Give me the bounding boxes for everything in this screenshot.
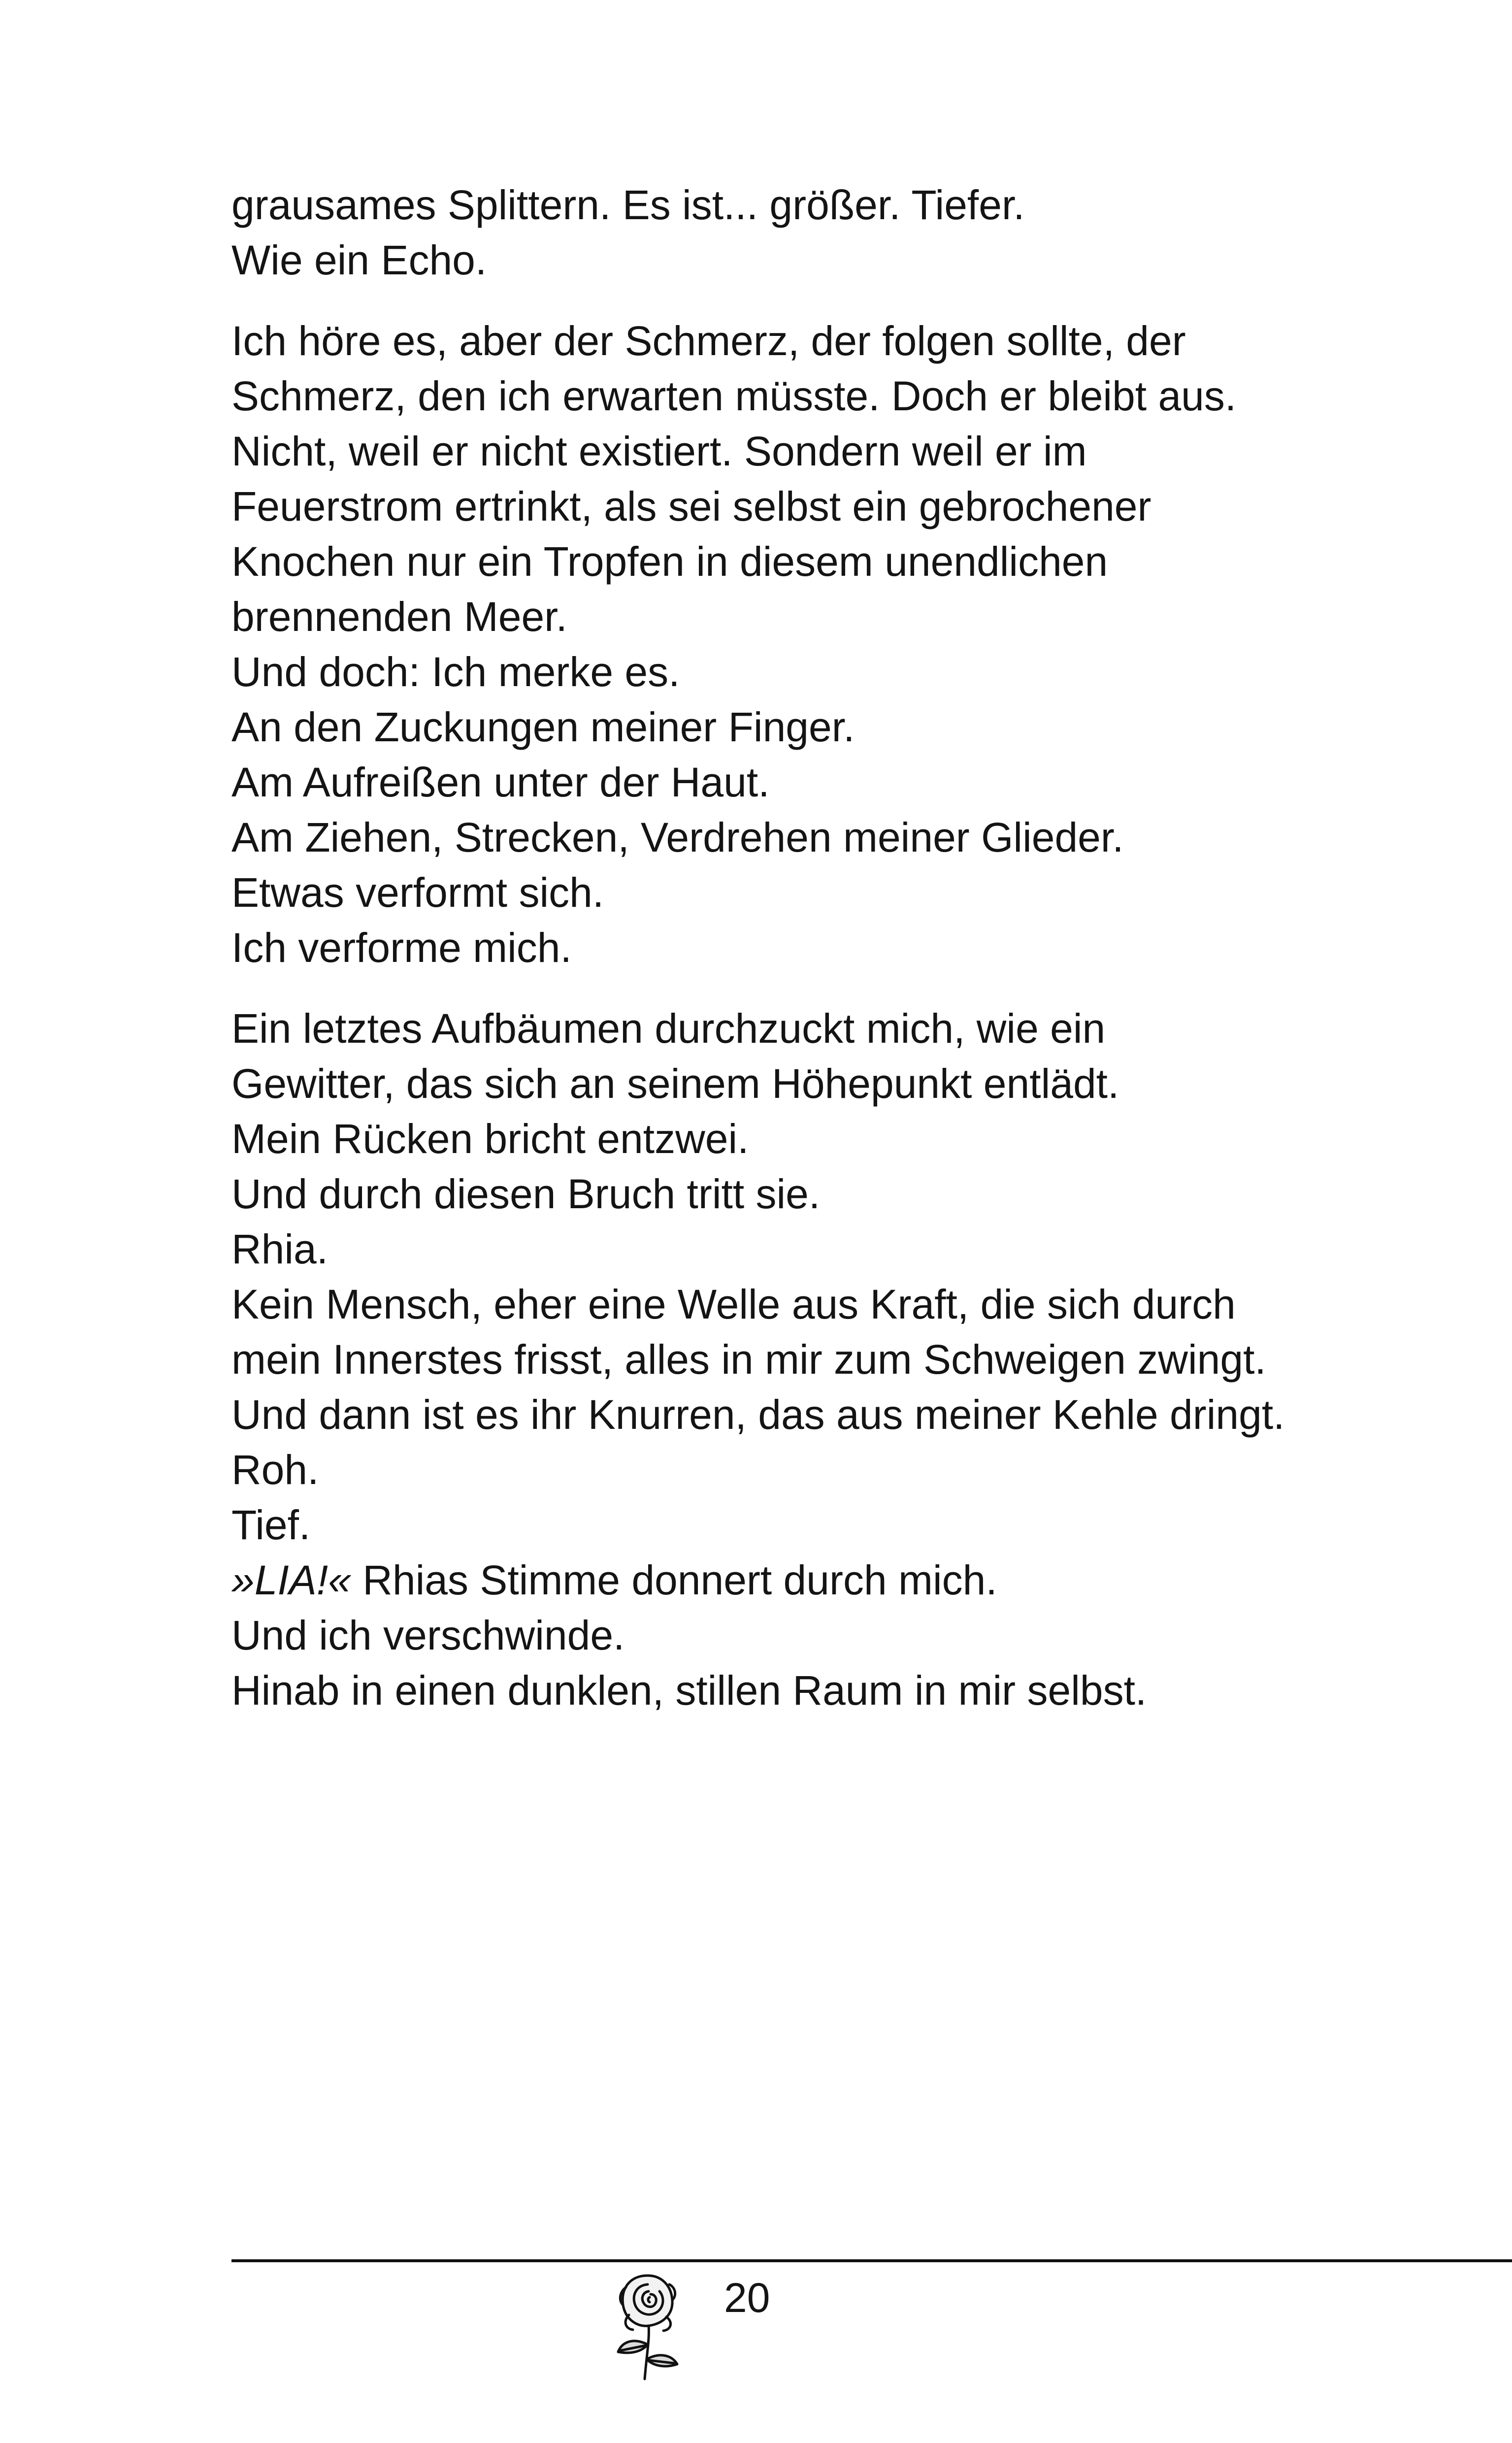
shout-rest: Rhias Stimme donnert durch mich.: [351, 1557, 997, 1603]
shout-line: [231, 1552, 1364, 1608]
page-number: 20: [724, 2275, 770, 2321]
text-line: Rhia.: [231, 1226, 329, 1272]
paragraph-3: [231, 1001, 1364, 1718]
text-line: Schmerz, den ich erwarten müsste. Doch er bleibt aus.: [231, 373, 1237, 419]
text-line: Wie ein Echo.: [231, 237, 487, 283]
text-line: Am Aufreißen unter der Haut.: [231, 759, 770, 805]
text-line: mein Innerstes frisst, alles in mir zum Schweigen zwingt.: [231, 1336, 1266, 1383]
text-line: Und dann ist es ihr Knurren, das aus meiner Kehle dringt.: [231, 1391, 1285, 1438]
paragraph-2: [231, 313, 1364, 975]
shout-italic: »LIA!«: [231, 1557, 351, 1603]
text-line: Ich höre es, aber der Schmerz, der folgen sollte, der: [231, 318, 1186, 364]
body-text: [231, 177, 1364, 1718]
text-line: Und durch diesen Bruch tritt sie.: [231, 1171, 821, 1217]
text-line: An den Zuckungen meiner Finger.: [231, 704, 855, 750]
paragraph-1: [231, 177, 1364, 288]
text-line: Roh.: [231, 1447, 319, 1493]
text-line: Und ich verschwinde.: [231, 1612, 625, 1658]
text-line: Ich verforme mich.: [231, 924, 572, 971]
text-line: Kein Mensch, eher eine Welle aus Kraft, die sich durch: [231, 1281, 1236, 1327]
text-line: Und doch: Ich merke es.: [231, 649, 680, 695]
text-line: Etwas verformt sich.: [231, 869, 604, 916]
text-line: Nicht, weil er nicht existiert. Sondern weil er im: [231, 428, 1087, 474]
rose-icon: [603, 2266, 692, 2384]
text-line: Feuerstrom ertrinkt, als sei selbst ein gebrochener: [231, 483, 1151, 529]
footer-divider: [231, 2259, 1512, 2262]
text-line: grausames Splittern. Es ist... größer. Tiefer.: [231, 182, 1025, 228]
text-line: Mein Rücken bricht entzwei.: [231, 1116, 749, 1162]
text-line: Hinab in einen dunklen, stillen Raum in mir selbst.: [231, 1667, 1147, 1714]
text-line: Gewitter, das sich an seinem Höhepunkt entlädt.: [231, 1060, 1119, 1107]
text-line: Tief.: [231, 1502, 311, 1548]
text-line: Ein letztes Aufbäumen durchzuckt mich, wie ein: [231, 1005, 1106, 1052]
text-line: Knochen nur ein Tropfen in diesem unendlichen: [231, 538, 1108, 585]
text-line: brennenden Meer.: [231, 594, 567, 640]
text-line: Am Ziehen, Strecken, Verdrehen meiner Glieder.: [231, 814, 1124, 860]
